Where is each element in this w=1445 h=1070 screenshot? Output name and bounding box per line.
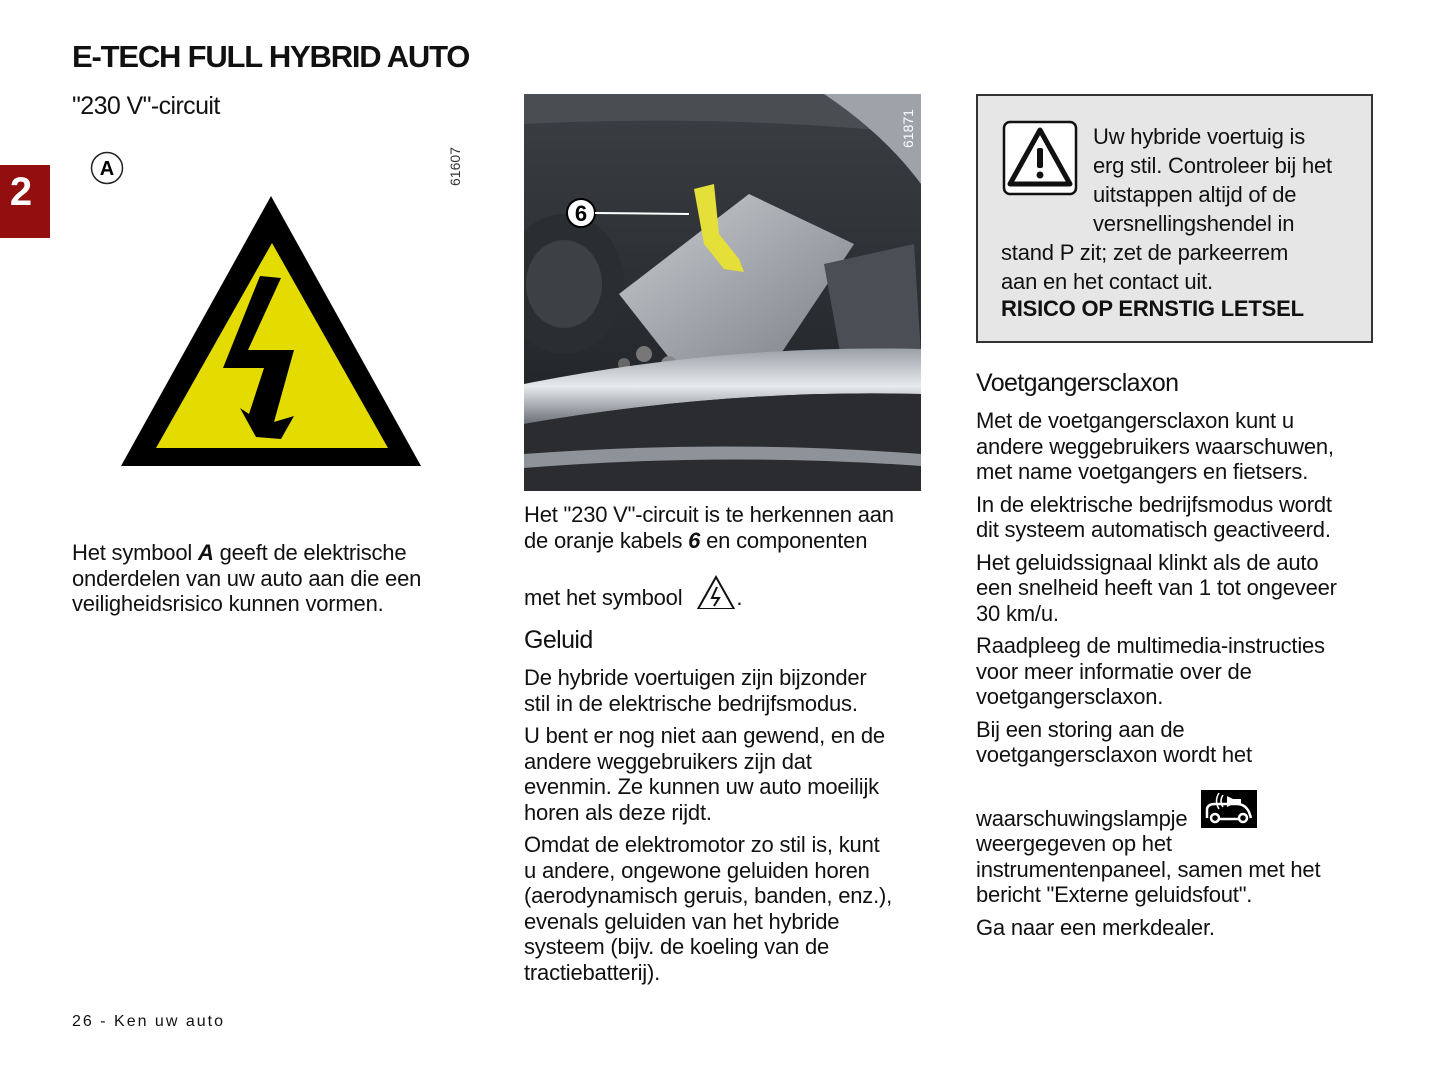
engine-bay-illustration [524,94,921,491]
text-line: evenmin. Ze kunnen uw auto moeilijk [524,774,879,799]
chapter-tab: 2 [0,165,50,238]
text-line: evenals geluiden van het hybride [524,908,840,934]
figure-label-a-icon [90,151,124,185]
text-line: systeem (bijv. de koeling van de [524,934,830,959]
text-line: U bent er nog niet aan gewend, en de [524,723,885,748]
text-line: tractiebatterij). [524,959,660,985]
text-line: aan en het contact uit. [1001,269,1213,294]
photo-caption: Het "230 V"-circuit is te herkennen aan de oranje kabels 6 en componenten met het symbool . [524,502,894,610]
section-title-230v: "230 V"-circuit [72,92,220,120]
last-paragraph: Ga naar een merkdealer. [976,914,1215,940]
text-line: erg stil. Controleer bij het [1093,153,1332,178]
text-line: voetgangersclaxon. [976,684,1164,709]
paragraph [524,665,924,716]
text-line: Uw hybride voertuig is [1093,124,1306,149]
high-voltage-symbol-icon [696,575,736,609]
text-line: 30 km/u. [976,600,1059,626]
paragraph [976,633,1396,710]
text-line: Het geluidssignaal klinkt als de auto [976,549,1319,575]
text-line: u andere, ongewone geluiden horen [524,857,870,883]
text-line: dit systeem automatisch geactiveerd. [976,517,1331,542]
text-line: instrumentenpaneel, samen met het [976,856,1321,882]
paragraph [1093,122,1332,238]
text-line: voor meer informatie over de [976,658,1252,684]
text-line: versnellingshendel in [1093,211,1295,236]
section-heading-geluid: Geluid [524,626,593,654]
text-line: (aerodynamisch geruis, banden, enz.), [524,883,893,908]
geluid-body [524,665,924,985]
text-line: bericht "Externe geluidsfout". [976,882,1253,907]
warning-box [976,94,1373,343]
text-line: In de elektrische bedrijfsmodus wordt [976,491,1332,517]
text-line: andere weggebruikers waarschuwen, [976,433,1334,459]
text-line: met name voetgangers en fietsers. [976,459,1309,484]
text-line: De hybride voertuigen zijn bijzonder [524,665,867,690]
page-title: E-TECH FULL HYBRID AUTO [72,39,470,74]
paragraph [1001,238,1288,296]
paragraph [524,723,924,825]
text-line: Raadpleeg de multimedia-instructies [976,633,1325,658]
symbol-a-paragraph: Het symbool A geeft de elektrische onderdelen van uw auto aan die een veiligheidsrisico kunnen vormen. [72,540,472,617]
paragraph [976,408,1396,485]
warning-emphasis: RISICO OP ERNSTIG LETSEL [1001,296,1304,321]
text-line: Omdat de elektromotor zo stil is, kunt [524,832,880,857]
paragraph [976,492,1396,543]
text-line: Met de voetgangersclaxon kunt u [976,408,1294,433]
voetgangersclaxon-body: Met de voetgangersclaxon kunt u andere weggebruikers waarschuwen, met name voetgangers en fietsers. In de elektrische bedrijfsmodus wordt dit systeem automatisch geactiveerd. Het geluidssignaal klinkt als de auto een snelheid heeft van 1 tot ongeveer 30 km/u. Raadpleeg de multimedia-instructies voor meer informatie over de voetgangersclaxon. Bij een storing aan de voetgangersclaxon wordt het waarschuwingslampje weergegeven op het instrumentenpaneel, samen met het bericht "Externe geluidsfout". Ga naar een merkdealer. [976,408,1396,940]
pedestrian-horn-warning-lamp-icon [1201,790,1257,828]
high-voltage-warning-icon [118,192,426,470]
text-line: weergegeven op het [976,831,1172,856]
paragraph [976,717,1396,768]
text-line: horen als deze rijdt. [524,799,712,825]
text-line: veiligheidsrisico kunnen vormen. [72,591,384,616]
engine-bay-photo [524,94,921,491]
text-line: uitstappen altijd of de [1093,182,1297,207]
paragraph [976,831,1396,908]
text-line: stil in de elektrische bedrijfsmodus. [524,690,858,716]
warning-triangle-icon [1002,120,1078,196]
text-line: voetgangersclaxon wordt het [976,742,1252,767]
text-line: stand P zit; zet de parkeerrem [1001,240,1289,265]
paragraph [524,832,924,985]
text-line: onderdelen van uw auto aan die een [72,565,422,591]
text-line: Bij een storing aan de [976,716,1185,742]
paragraph [976,550,1396,627]
photo-ref-number: 61871 [900,109,916,148]
page-footer: 26 - Ken uw auto [72,1013,225,1030]
svg-text:A: A [99,158,115,180]
text-line: andere weggebruikers zijn dat [524,748,812,774]
figure-ref-number: 61607 [447,147,463,186]
section-heading-voetgangersclaxon: Voetgangersclaxon [976,369,1179,397]
text-line: een snelheid heeft van 1 tot ongeveer [976,575,1337,600]
svg-text:6: 6 [574,201,588,226]
paragraph [72,566,472,617]
